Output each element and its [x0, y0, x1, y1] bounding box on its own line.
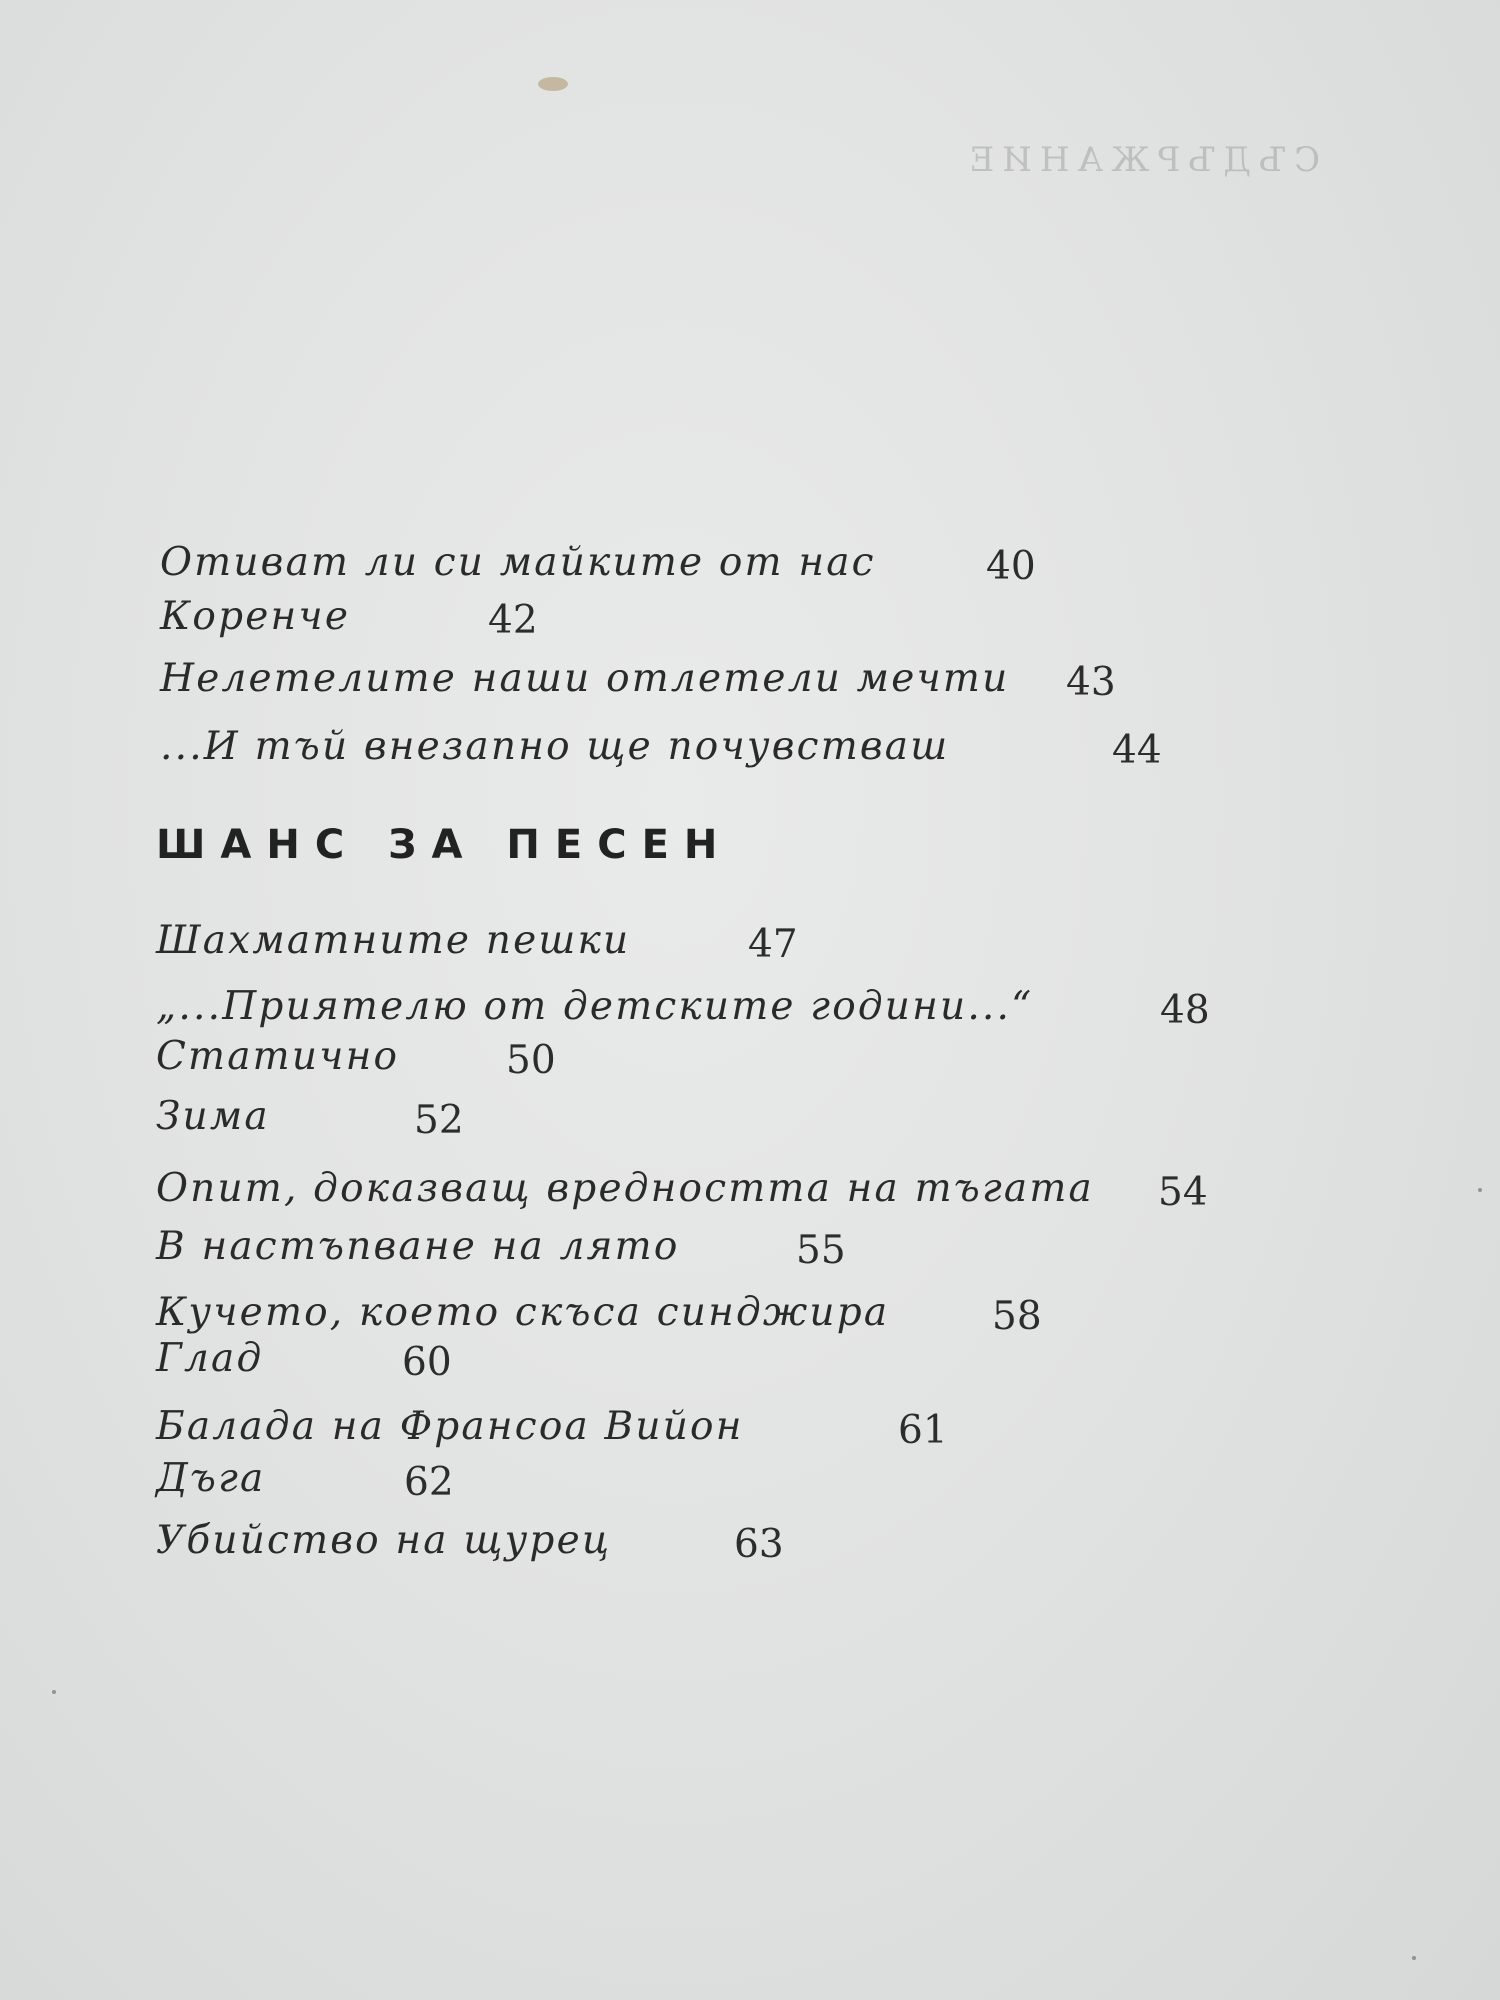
toc-entry-title: Опит, доказващ вредността на тъгата [156, 1166, 1094, 1211]
toc-entry-page: 62 [404, 1460, 454, 1505]
paper-speck [1412, 1956, 1416, 1960]
toc-entry-page: 40 [986, 544, 1036, 589]
toc-entry-title: Кучето, което скъса синджира [156, 1290, 890, 1335]
toc-entry-title: Зима [156, 1094, 270, 1139]
toc-entry-title: Убийство на щурец [156, 1518, 612, 1563]
toc-entry-title: Отиват ли си майките от нас [160, 540, 876, 585]
toc-entry-page: 43 [1066, 660, 1116, 705]
toc-entry-title: Коренче [160, 594, 351, 639]
toc-entry-title: Статично [156, 1034, 400, 1079]
toc-entry-page: 44 [1112, 728, 1162, 773]
toc-entry-title: Дъга [156, 1456, 266, 1501]
toc-entry-title: ...И тъй внезапно ще почувстваш [160, 724, 950, 769]
toc-entry-title: Шахматните пешки [156, 918, 631, 963]
toc-entry-title: Глад [156, 1336, 264, 1381]
toc-entry-title: Балада на Франсоа Вийон [156, 1404, 744, 1449]
toc-entry-page: 61 [898, 1408, 948, 1453]
section-heading: ШАНС ЗА ПЕСЕН [156, 822, 733, 868]
toc-entry-title: Нелетелите наши отлетели мечти [160, 656, 1010, 701]
toc-entry-page: 48 [1160, 988, 1210, 1033]
paper-speck [52, 1690, 56, 1694]
toc-entry-page: 54 [1158, 1170, 1208, 1215]
toc-entry-page: 50 [506, 1038, 556, 1083]
toc-entry-page: 63 [734, 1522, 784, 1567]
toc-entry-title: В настъпване на лято [156, 1224, 680, 1269]
toc-entry-page: 52 [414, 1098, 464, 1143]
toc-entry-page: 60 [402, 1340, 452, 1385]
toc-entry-page: 58 [992, 1294, 1042, 1339]
paper-stain [538, 77, 568, 91]
paper-speck [1478, 1188, 1482, 1192]
show-through-heading: СЪДЪРЖАНИЕ [961, 140, 1320, 180]
toc-entry-page: 47 [748, 922, 798, 967]
toc-entry-page: 55 [796, 1228, 846, 1273]
toc-entry-title: „...Приятелю от детските години...“ [156, 984, 1034, 1029]
toc-entry-page: 42 [488, 598, 538, 643]
